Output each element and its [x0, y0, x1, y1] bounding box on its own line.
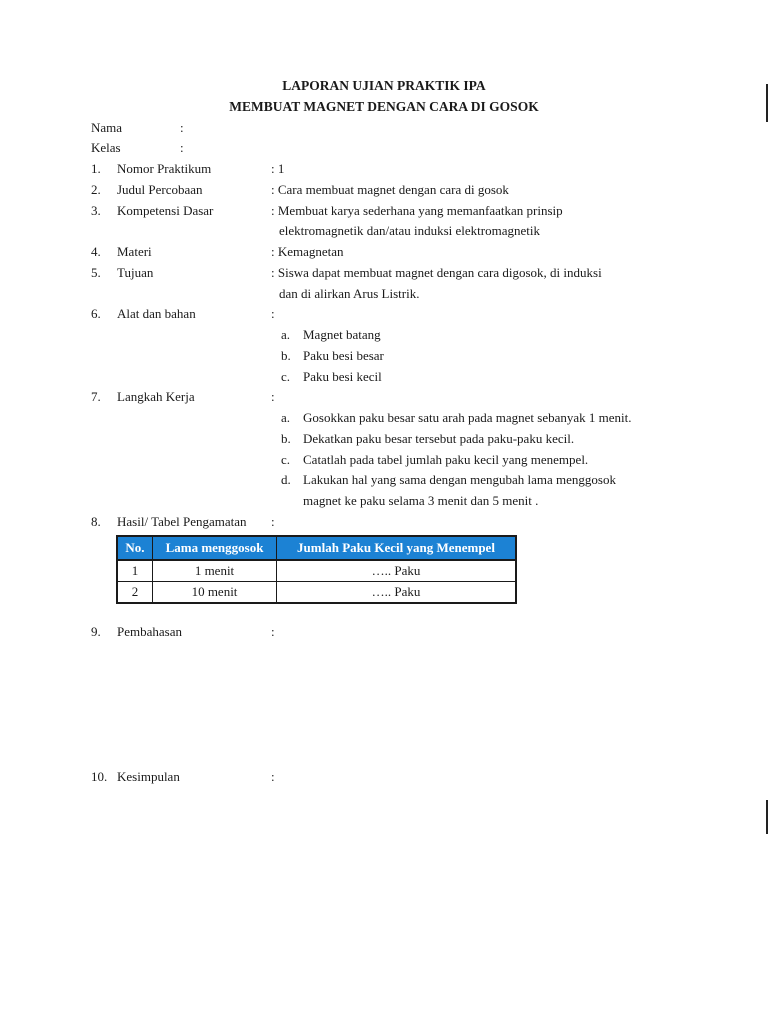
list-item: Paku besi kecil	[303, 369, 382, 384]
section-colon: :	[271, 514, 275, 529]
section-number: 4.	[91, 244, 101, 259]
section-colon: :	[271, 389, 275, 404]
list-item: Gosokkan paku besar satu arah pada magnet sebanyak 1 menit.	[303, 410, 632, 425]
section-label: Hasil/ Tabel Pengamatan	[117, 514, 247, 529]
section-value: : Cara membuat magnet dengan cara di gosok	[271, 182, 509, 197]
table-header-cell: No.	[117, 536, 153, 560]
list-item: Magnet batang	[303, 327, 381, 342]
list-letter: b.	[281, 431, 291, 446]
list-letter: c.	[281, 452, 291, 467]
section-label: Nomor Praktikum	[117, 161, 212, 176]
table-cell: 1 menit	[153, 560, 277, 582]
section-number: 9.	[91, 624, 101, 639]
table-header-row	[117, 536, 516, 560]
list-item: Lakukan hal yang sama dengan mengubah lama menggosok	[303, 472, 616, 487]
page-subtitle: MEMBUAT MAGNET DENGAN CARA DI GOSOK	[229, 99, 539, 114]
list-item: Paku besi besar	[303, 348, 384, 363]
section-label: Alat dan bahan	[117, 306, 196, 321]
section-value-continued: dan di alirkan Arus Listrik.	[279, 286, 420, 301]
section-number: 8.	[91, 514, 101, 529]
page-title: LAPORAN UJIAN PRAKTIK IPA	[282, 78, 486, 93]
section-colon: :	[271, 306, 275, 321]
section-label: Langkah Kerja	[117, 389, 195, 404]
kelas-label: Kelas	[91, 140, 121, 155]
table-header-cell: Lama menggosok	[153, 536, 277, 560]
table-cell: 1	[117, 560, 153, 582]
list-item: Catatlah pada tabel jumlah paku kecil yang menempel.	[303, 452, 589, 467]
list-item-continued: magnet ke paku selama 3 menit dan 5 menit .	[303, 493, 539, 508]
section-value: : 1	[271, 161, 285, 176]
table-row	[117, 560, 516, 582]
section-label: Pembahasan	[117, 624, 182, 639]
section-label: Tujuan	[117, 265, 154, 280]
table-cell: 10 menit	[153, 582, 277, 604]
section-number: 1.	[91, 161, 101, 176]
nama-label: Nama	[91, 120, 123, 135]
list-letter: a.	[281, 410, 291, 425]
section-colon: :	[271, 769, 275, 784]
list-letter: a.	[281, 327, 291, 342]
table-cell: 2	[117, 582, 153, 604]
section-label: Judul Percobaan	[117, 182, 203, 197]
kelas-colon: :	[180, 140, 184, 155]
section-label: Kompetensi Dasar	[117, 203, 214, 218]
section-number: 5.	[91, 265, 101, 280]
table-cell: ….. Paku	[277, 560, 517, 582]
section-value: : Kemagnetan	[271, 244, 344, 259]
section-number: 3.	[91, 203, 101, 218]
section-label: Kesimpulan	[117, 769, 180, 784]
section-number: 6.	[91, 306, 101, 321]
table-header-cell: Jumlah Paku Kecil yang Menempel	[277, 536, 517, 560]
section-number: 7.	[91, 389, 101, 404]
section-number: 10.	[91, 769, 108, 784]
list-letter: b.	[281, 348, 291, 363]
list-letter: d.	[281, 472, 291, 487]
section-value: : Siswa dapat membuat magnet dengan cara digosok, di induksi	[271, 265, 602, 280]
table-cell: ….. Paku	[277, 582, 517, 604]
list-item: Dekatkan paku besar tersebut pada paku-paku kecil.	[303, 431, 575, 446]
section-colon: :	[271, 624, 275, 639]
table-row	[117, 582, 516, 604]
nama-colon: :	[180, 120, 184, 135]
list-letter: c.	[281, 369, 291, 384]
observation-table	[116, 535, 517, 604]
section-label: Materi	[117, 244, 152, 259]
section-value: : Membuat karya sederhana yang memanfaatkan prinsip	[271, 203, 563, 218]
section-value-continued: elektromagnetik dan/atau induksi elektromagnetik	[279, 223, 541, 238]
section-number: 2.	[91, 182, 101, 197]
